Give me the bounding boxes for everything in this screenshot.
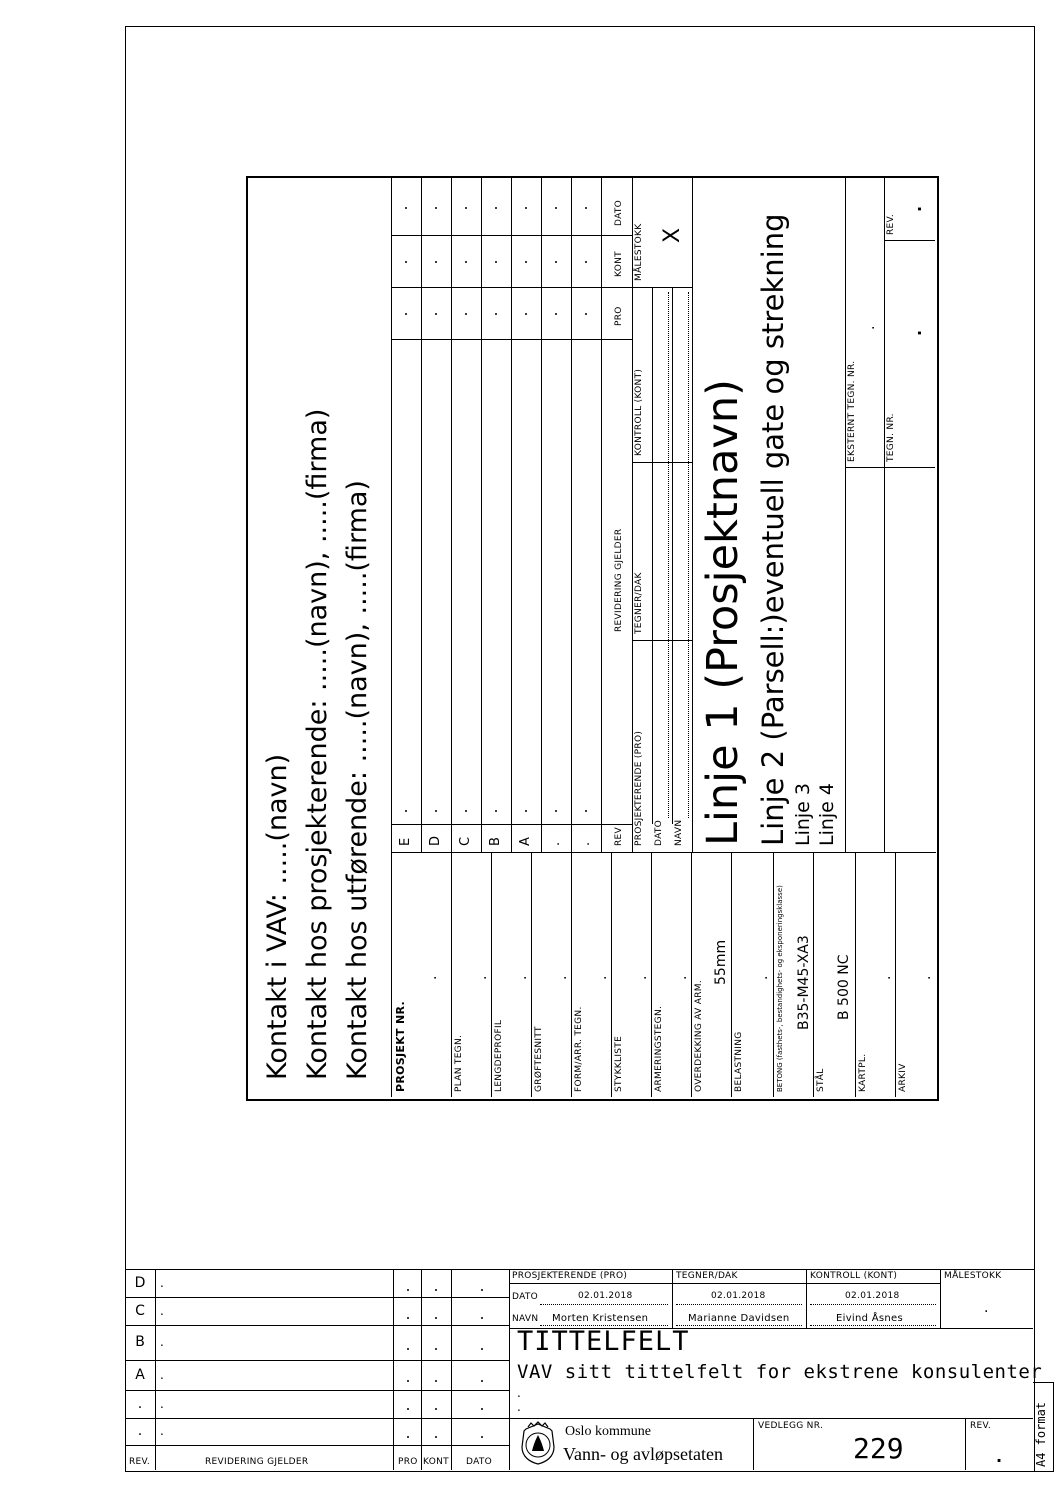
rev-text-blank-2: . bbox=[160, 1424, 164, 1438]
navn-label: NAVN bbox=[512, 1314, 539, 1324]
inner-revidering-gjelder: REVIDERING GJELDER bbox=[614, 528, 624, 632]
field-stal-value: B 500 NC bbox=[836, 954, 852, 1020]
field-belastning: BELASTNING bbox=[734, 1031, 744, 1092]
field-stykkliste-value: . bbox=[634, 975, 650, 980]
inner-dato-label: DATO bbox=[654, 819, 664, 846]
drawing-title: TITTELFELT bbox=[517, 1326, 690, 1357]
tegner-name: Marianne Davidsen bbox=[688, 1313, 790, 1324]
field-kartpl: KARTPL. bbox=[858, 1053, 868, 1092]
linje-3: Linje 3 bbox=[792, 782, 814, 846]
dato-label: DATO bbox=[512, 1292, 539, 1302]
field-kartpl-value: . bbox=[878, 975, 894, 980]
revidering-gjelder-header: REVIDERING GJELDER bbox=[205, 1457, 309, 1467]
rev-text-B: . bbox=[160, 1335, 164, 1349]
inner-tegn-nr-label: TEGN. NR. bbox=[886, 413, 896, 462]
field-belastning-value: . bbox=[755, 975, 771, 980]
kont-header: KONT bbox=[423, 1457, 449, 1467]
inner-navn-label: NAVN bbox=[674, 819, 684, 846]
format-label: A4 format bbox=[1034, 1401, 1048, 1467]
field-plan-tegn-value: . bbox=[474, 975, 490, 980]
inner-eksternt-label: EKSTERNT TEGN. NR. bbox=[847, 360, 857, 462]
field-form-arr-tegn: FORM/ARR. TEGN. bbox=[574, 1006, 584, 1092]
inner-rev-D: D bbox=[428, 835, 443, 846]
inner-pro-header: PRO bbox=[614, 306, 624, 326]
org-line-2: Vann- og avløpsetaten bbox=[563, 1444, 723, 1464]
inner-kont-header: KONT bbox=[614, 251, 624, 277]
rev-label: REV. bbox=[970, 1421, 991, 1431]
linje-1: Linje 1 (Prosjektnavn) bbox=[698, 379, 748, 846]
rev-letter-blank-2: . bbox=[137, 1423, 143, 1439]
inner-malestokk-label: MÅLESTOKK bbox=[634, 223, 644, 281]
oslo-kommune-logo-icon bbox=[516, 1421, 560, 1465]
rev-header: REV. bbox=[129, 1457, 150, 1467]
org-line-1: Oslo kommune bbox=[565, 1424, 651, 1439]
vedlegg-label: VEDLEGG NR. bbox=[758, 1421, 824, 1431]
field-arkiv-value: . bbox=[918, 975, 934, 980]
field-stykkliste: STYKKLISTE bbox=[614, 1035, 624, 1092]
contact-prosjekterende: Kontakt hos prosjekterende: .....(navn), .....(firma) bbox=[302, 408, 333, 1080]
tegner-label: TEGNER/DAK bbox=[676, 1271, 738, 1281]
rev-text-blank-1: . bbox=[160, 1397, 164, 1411]
rev-text-D: . bbox=[160, 1276, 164, 1290]
inner-rev-value: . bbox=[906, 205, 925, 212]
kontroll-date: 02.01.2018 bbox=[845, 1291, 900, 1301]
kontroll-name: Eivind Åsnes bbox=[836, 1313, 904, 1324]
field-lengdeprofil-value: . bbox=[514, 975, 530, 980]
field-armeringstegn-value: . bbox=[674, 975, 690, 980]
inner-rev-blank-1: . bbox=[548, 841, 563, 846]
field-lengdeprofil: LENGDEPROFIL bbox=[494, 1019, 504, 1092]
field-armeringstegn: ARMERINGSTEGN. bbox=[654, 1005, 664, 1092]
inner-rev-E: E bbox=[398, 837, 413, 846]
kontroll-label: KONTROLL (KONT) bbox=[810, 1271, 898, 1281]
field-prosjekt-nr-value: . bbox=[424, 975, 440, 980]
inner-kontroll-label: KONTROLL (KONT) bbox=[634, 368, 644, 456]
pro-header: PRO bbox=[398, 1457, 418, 1467]
inner-rev-C: C bbox=[458, 836, 473, 846]
inner-tegner-label: TEGNER/DAK bbox=[634, 572, 644, 634]
field-betong: BETONG (fasthets-, bestandighets- og eksponeringsklasse) bbox=[776, 885, 784, 1092]
inner-rev-label: REV. bbox=[886, 214, 896, 235]
extra-line-2: . bbox=[517, 1400, 521, 1414]
rev-letter-B: B bbox=[135, 1334, 145, 1350]
malestokk-label: MÅLESTOKK bbox=[944, 1271, 1002, 1281]
dato-header: DATO bbox=[466, 1457, 493, 1467]
pro-date: 02.01.2018 bbox=[578, 1291, 633, 1301]
inner-dato-header: DATO bbox=[614, 199, 624, 226]
field-arkiv: ARKIV bbox=[898, 1063, 908, 1092]
inner-rev-blank-2: . bbox=[578, 841, 593, 846]
rev-text-C: . bbox=[160, 1304, 164, 1318]
extra-line-1: . bbox=[517, 1386, 521, 1400]
tegner-date: 02.01.2018 bbox=[711, 1291, 766, 1301]
pro-name: Morten Kristensen bbox=[552, 1313, 649, 1324]
prosjekterende-label: PROSJEKTERENDE (PRO) bbox=[512, 1271, 628, 1281]
rev-letter-D: D bbox=[134, 1275, 146, 1291]
field-overdekking: OVERDEKKING AV ARM. bbox=[694, 980, 704, 1092]
rev-letter-A: A bbox=[135, 1367, 145, 1383]
field-plan-tegn: PLAN TEGN. bbox=[454, 1034, 464, 1092]
field-form-arr-tegn-value: . bbox=[594, 975, 610, 980]
field-stal: STÅL bbox=[816, 1068, 826, 1092]
inner-tegn-nr-value: . bbox=[906, 329, 925, 336]
linje-4: Linje 4 bbox=[816, 782, 838, 846]
field-groftesnitt-value: . bbox=[554, 975, 570, 980]
field-groftesnitt: GRØFTESNITT bbox=[534, 1026, 544, 1092]
contact-vav: Kontakt i VAV: .....(navn) bbox=[262, 753, 293, 1080]
inner-rev-B: B bbox=[488, 837, 503, 846]
inner-malestokk-value: X bbox=[660, 227, 685, 243]
contact-utforende: Kontakt hos utførende: .....(navn), .....(firma) bbox=[342, 480, 373, 1080]
linje-2: Linje 2 (Parsell:)eventuell gate og strekning bbox=[756, 213, 790, 846]
rev-value: . bbox=[996, 1447, 1003, 1466]
field-prosjekt-nr: PROSJEKT NR. bbox=[394, 1001, 407, 1092]
inner-rev-A: A bbox=[518, 837, 533, 846]
vedlegg-value: 229 bbox=[853, 1432, 904, 1465]
drawing-subtitle: VAV sitt tittelfelt for ekstrene konsulenter bbox=[517, 1361, 1043, 1383]
malestokk-value: . bbox=[984, 1300, 989, 1316]
rev-text-A: . bbox=[160, 1368, 164, 1382]
field-overdekking-value: 55mm bbox=[713, 939, 729, 985]
inner-prosjekterende-label: PROSJEKTERENDE (PRO) bbox=[634, 730, 644, 846]
rev-letter-C: C bbox=[135, 1303, 145, 1319]
inner-eksternt-value: . bbox=[862, 325, 878, 330]
inner-rev-header: REV bbox=[614, 827, 624, 846]
field-betong-value: B35-M45-XA3 bbox=[796, 935, 812, 1030]
rev-letter-blank-1: . bbox=[137, 1396, 143, 1412]
